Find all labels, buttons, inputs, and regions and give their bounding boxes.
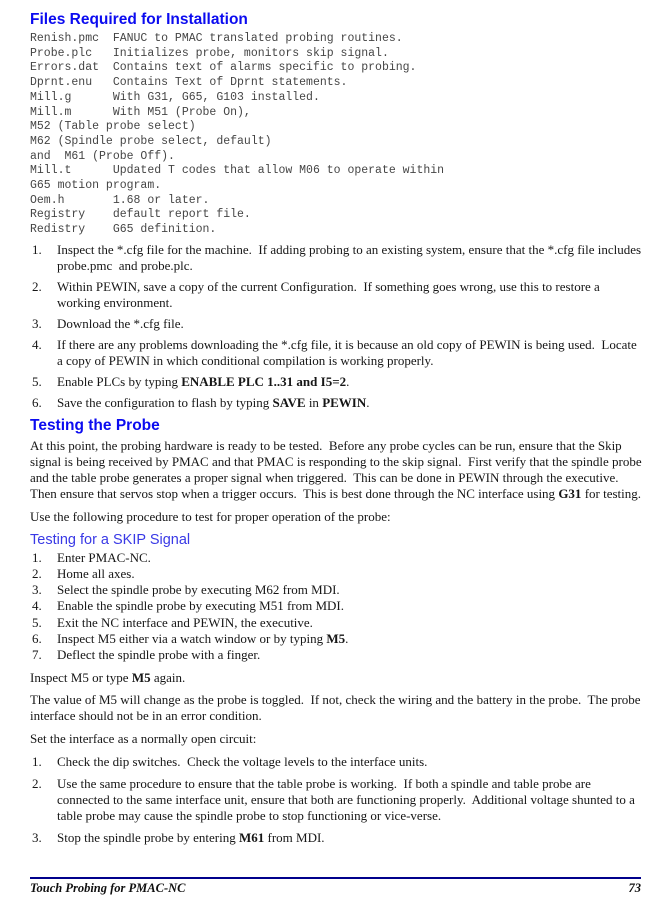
list-item-text: Save the configuration to flash by typing SAVE in PEWIN. [57, 394, 370, 410]
list-item-number: 5. [32, 373, 42, 389]
paragraph-set-interface: Set the interface as a normally open circuit: [30, 731, 257, 747]
list-item-text: Deflect the spindle probe with a finger. [57, 647, 261, 663]
list-item-number: 3. [32, 830, 42, 846]
heading-testing-probe: Testing the Probe [30, 416, 160, 434]
file-list-line: Redistry G65 definition. [30, 223, 217, 237]
footer-title: Touch Probing for PMAC-NC [30, 881, 186, 895]
list-item-number: 4. [32, 598, 42, 614]
list-item [30, 374, 642, 390]
footer-page-number: 73 [628, 881, 641, 895]
list-item-text: Stop the spindle probe by entering M61 from MDI. [57, 830, 325, 846]
file-list-line: Renish.pmc FANUC to PMAC translated probing routines. [30, 32, 403, 45]
list-item [30, 754, 642, 770]
list-item-number: 1. [32, 754, 42, 770]
heading-skip-signal: Testing for a SKIP Signal [30, 531, 191, 548]
file-list-line: Oem.h 1.68 or later. [30, 193, 210, 207]
list-item [30, 279, 642, 311]
list-item-number: 1. [32, 549, 42, 565]
page-footer [30, 877, 641, 896]
list-item [30, 241, 645, 274]
list-item-text: Use the same procedure to ensure that the table probe is working. If both a spindle and table probe are connected to the same interface unit, ensure that both are functioning properly. Additional voltage shunted to a table probe may cause the spindle probe to stop functioning or vice-verse. [57, 776, 639, 824]
file-list-line: and M61 (Probe Off). [30, 149, 175, 163]
file-list-line: M52 (Table probe select) [30, 120, 196, 134]
file-list-line: Mill.t Updated T codes that allow M06 to operate within [30, 164, 445, 178]
list-item-text: Download the *.cfg file. [57, 315, 184, 331]
list-item [30, 631, 642, 647]
file-list-line: G65 motion program. [30, 179, 162, 193]
list-item-text: Enable PLCs by typing ENABLE PLC 1..31 and I5=2. [57, 373, 350, 389]
list-item-number: 4. [32, 336, 42, 352]
list-item-text: Exit the NC interface and PEWIN, the executive. [57, 614, 313, 630]
list-item-number: 1. [32, 241, 42, 257]
paragraph-testing-intro: At this point, the probing hardware is ready to be tested. Before any probe cycles can be run, ensure that the Skip signal is being received by PMAC and that PMAC is responding to the skip signal. First verify that the spindle probe and the table probe generates a proper signal when triggered. This can be done in PEWIN through the executive. Then ensure that servos stop when a trigger occurs. This is best done through the NC interface using G31 for testing. [30, 437, 645, 501]
file-list [30, 32, 642, 238]
heading-files-required: Files Required for Installation [30, 11, 248, 28]
list-item-text: Enable the spindle probe by executing M51 from MDI. [57, 598, 345, 614]
list-item [30, 776, 642, 824]
list-item-number: 3. [32, 582, 42, 598]
skip-steps-list [30, 550, 642, 663]
list-item-text: Enter PMAC-NC. [57, 549, 151, 565]
list-item-number: 7. [32, 647, 42, 663]
list-item [30, 830, 642, 846]
file-list-line: Probe.plc Initializes probe, monitors skip signal. [30, 46, 389, 60]
list-item [30, 395, 642, 411]
list-item [30, 615, 642, 631]
circuit-steps-list [30, 754, 642, 846]
list-item-text: Within PEWIN, save a copy of the current Configuration. If something goes wrong, use this to restore a working environment. [57, 278, 604, 310]
list-item-number: 3. [32, 315, 42, 331]
install-steps-list [30, 241, 645, 411]
list-item [30, 582, 642, 598]
file-list-line: Errors.dat Contains text of alarms specific to probing. [30, 61, 417, 75]
list-item-number: 2. [32, 776, 42, 792]
list-item-number: 6. [32, 630, 42, 646]
list-item-text: Select the spindle probe by executing M62 from MDI. [57, 582, 340, 598]
file-list-line: Registry default report file. [30, 208, 251, 222]
file-list-line: Mill.g With G31, G65, G103 installed. [30, 90, 320, 104]
paragraph-m5-value: The value of M5 will change as the probe is toggled. If not, check the wiring and the battery in the probe. The probe interface should not be in an error condition. [30, 692, 644, 724]
list-item [30, 598, 642, 614]
list-item [30, 550, 642, 566]
list-item [30, 566, 642, 582]
list-item-text: If there are any problems downloading the *.cfg file, it is because an old copy of PEWIN is being used. Locate a copy of PEWIN in which conditional compilation is working properly. [57, 336, 641, 368]
list-item [30, 647, 642, 663]
list-item-text: Inspect M5 either via a watch window or by typing M5. [57, 630, 349, 646]
list-item [30, 337, 642, 369]
file-list-line: Mill.m With M51 (Probe On), [30, 105, 251, 119]
list-item-number: 5. [32, 614, 42, 630]
list-item [30, 316, 642, 332]
page-content [30, 11, 645, 852]
list-item-number: 2. [32, 278, 42, 294]
list-item-number: 6. [32, 394, 42, 410]
list-item-text: Inspect the *.cfg file for the machine. If adding probing to an existing system, ensure that the *.cfg file includes probe.pmc and probe.plc. [57, 241, 645, 273]
paragraph-procedure: Use the following procedure to test for proper operation of the probe: [30, 508, 391, 524]
list-item-text: Home all axes. [57, 566, 135, 582]
list-item-number: 2. [32, 566, 42, 582]
list-item-text: Check the dip switches. Check the voltage levels to the interface units. [57, 754, 428, 770]
paragraph-inspect-again: Inspect M5 or type M5 again. [30, 670, 186, 686]
file-list-line: M62 (Spindle probe select, default) [30, 134, 272, 148]
file-list-line: Dprnt.enu Contains Text of Dprnt statements. [30, 76, 348, 90]
